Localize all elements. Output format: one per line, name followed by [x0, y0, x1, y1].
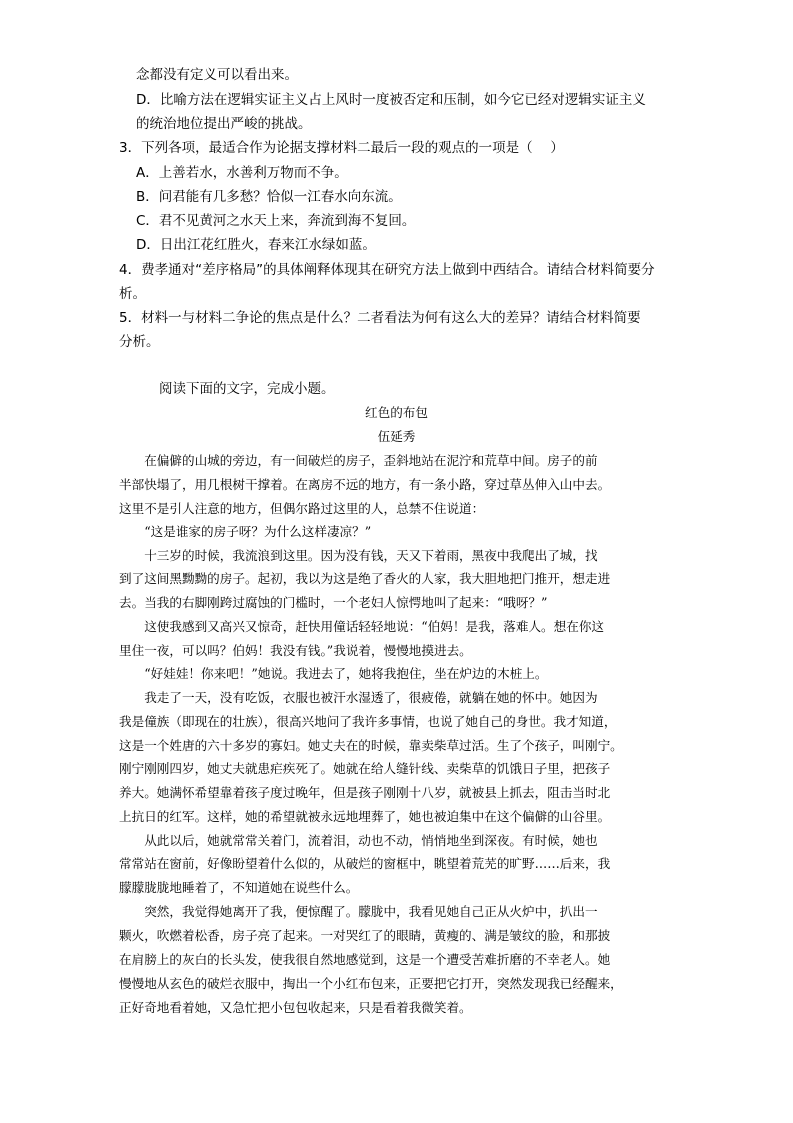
story-line: “好娃娃！你来吧！”她说。我进去了，她将我抱住，坐在炉边的木桩上。: [119, 666, 548, 681]
story-line: 正好奇地看着她，又急忙把小包包收起来，只是看着我微笑着。: [119, 1000, 472, 1015]
story-line: 里住一夜，可以吗？伯妈！我没有钱。”我说着，慢慢地摸进去。: [119, 643, 472, 658]
story-line: 朦朦胧胧地睡着了，不知道她在说些什么。: [119, 880, 359, 895]
story-line: 刚宁刚刚四岁，她丈夫就患疟疾死了。她就在给人缝针线、卖柴草的饥饿日子里，把孩子: [119, 761, 611, 776]
story-author: 伍延秀: [377, 429, 416, 444]
story-line: 去。当我的右脚刚跨过腐蚀的门槛时，一个老妇人惊愕地叫了起来：“哦呀？”: [119, 595, 548, 610]
story-line: 这使我感到又高兴又惊奇，赶快用僮话轻轻地说：“伯妈！是我，落难人。想在你这: [119, 619, 605, 634]
story-line: 我走了一天，没有吃饭，衣服也被汗水湿透了，很疲倦，就躺在她的怀中。她因为: [119, 690, 598, 705]
story-line: 从此以后，她就常常关着门，流着泪，动也不动，悄悄地坐到深夜。有时候，她也: [119, 833, 598, 848]
story-line: 十三岁的时候，我流浪到这里。因为没有钱，天又下着雨，黑夜中我爬出了城，找: [119, 548, 598, 563]
story-line: 这里不是引人注意的地方，但偶尔路过这里的人，总禁不住说道：: [119, 501, 485, 516]
question-3-option-d: D．日出江花红胜火，春来江水绿如蓝。: [136, 237, 376, 253]
question-5-line-2: 分析。: [119, 334, 160, 350]
story-title: 红色的布包: [365, 405, 428, 420]
story-line: 突然，我觉得她离开了我，便惊醒了。朦胧中，我看见她自己正从火炉中，扒出一: [119, 904, 598, 919]
story-line: “这是谁家的房子呀？为什么这样凄凉？”: [119, 524, 372, 539]
story-line: 慢慢地从玄色的破烂衣服中，掏出一个小红布包来，正要把它打开，突然发现我已经醒来，: [119, 976, 623, 991]
question-option-d-continuation: 的统治地位提出严峻的挑战。: [136, 116, 312, 132]
question-4-line-2: 析。: [119, 286, 146, 302]
question-3-stem: 3．下列各项，最适合作为论据支撑材料二最后一段的观点的一项是（ ）: [119, 140, 564, 156]
reading-instruction: 阅读下面的文字，完成小题。: [159, 381, 335, 397]
question-3-option-a: A．上善若水，水善利万物而不争。: [136, 165, 348, 181]
story-line: 半部快塌了，用几根树干撑着。在离房不远的地方，有一条小路，穿过草丛伸入山中去。: [119, 477, 611, 492]
question-option-c-continuation: 念都没有定义可以看出来。: [136, 67, 298, 83]
story-line: 颗火，吹燃着松香，房子亮了起来。一对哭红了的眼睛，黄瘦的、满是皱纹的脸，和那披: [119, 928, 611, 943]
story-line: 到了这间黑黝黝的房子。起初，我以为这是绝了香火的人家，我大胆地把门推开，想走进: [119, 571, 611, 586]
story-line: 养大。她满怀希望靠着孩子度过晚年，但是孩子刚刚十八岁，就被县上抓去，阻击当时北: [119, 785, 611, 800]
story-line: 常常站在窗前，好像盼望着什么似的，从破烂的窗框中，眺望着荒芜的旷野……后来，我: [119, 856, 611, 871]
story-line: 在肩膀上的灰白的长头发，使我很自然地感觉到，这是一个遭受苦难折磨的不幸老人。她: [119, 952, 611, 967]
story-line: 我是僮族（即现在的壮族），很高兴地问了我许多事情，也说了她自己的身世。我才知道，: [119, 714, 617, 729]
story-line: 在偏僻的山城的旁边，有一间破烂的房子，歪斜地站在泥泞和荒草中间。房子的前: [119, 453, 598, 468]
story-line: 上抗日的红军。这样，她的希望就被永远地埋葬了，她也被迫集中在这个偏僻的山谷里。: [119, 809, 611, 824]
question-3-option-c: C．君不见黄河之水天上来，奔流到海不复回。: [136, 213, 416, 229]
question-5-line-1: 5．材料一与材料二争论的焦点是什么？二者看法为何有这么大的差异？请结合材料简要: [119, 310, 641, 326]
question-4-line-1: 4．费孝通对“差序格局”的具体阐释体现其在研究方法上做到中西结合。请结合材料简要分: [119, 262, 655, 278]
question-option-d: D．比喻方法在逻辑实证主义占上风时一度被否定和压制，如今它已经对逻辑实证主义: [136, 92, 646, 108]
question-3-option-b: B．问君能有几多愁？恰似一江春水向东流。: [136, 189, 402, 205]
story-line: 这是一个姓唐的六十多岁的寡妇。她丈夫在的时候，靠卖柴草过活。生了个孩子，叫刚宁。: [119, 738, 623, 753]
